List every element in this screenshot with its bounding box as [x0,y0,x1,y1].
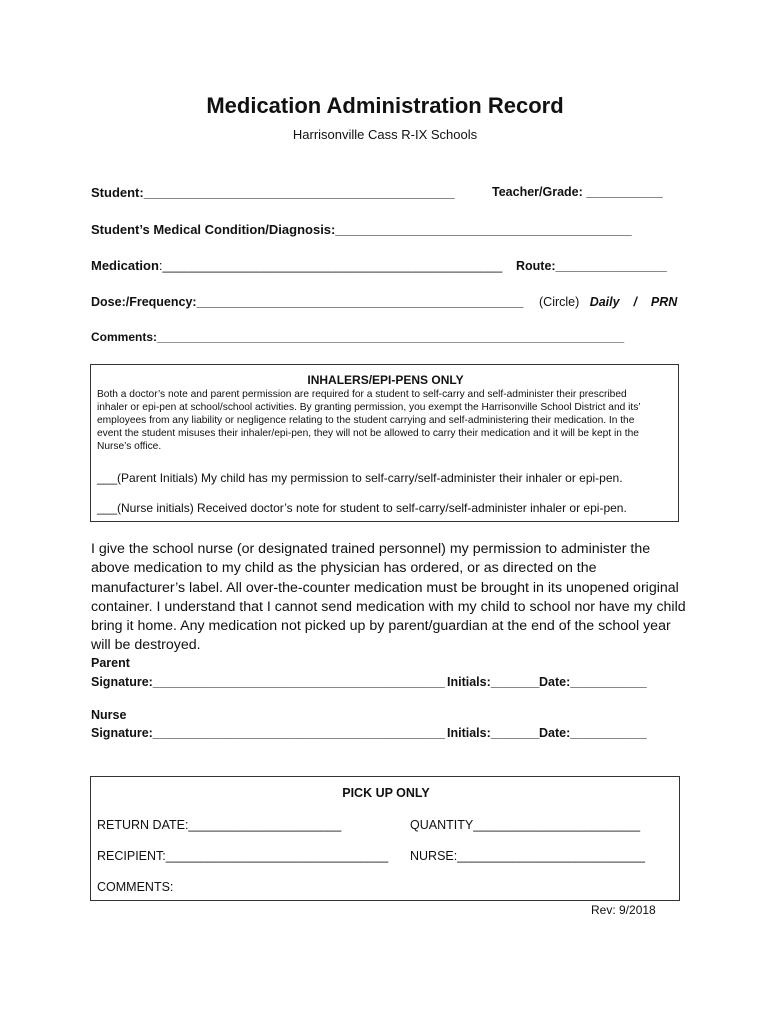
medical-condition-field[interactable]: Student’s Medical Condition/Diagnosis:_________________________________________ [91,222,632,237]
page-title: Medication Administration Record [206,93,564,118]
revision-label: Rev: 9/2018 [591,903,656,917]
nurse-initials-field[interactable]: Initials:_______ [447,726,540,740]
nurse-heading: Nurse [91,708,127,722]
student-field[interactable]: Student:___________________________________________ [91,185,455,200]
parent-heading: Parent [91,656,130,670]
parent-initials-line[interactable]: ___(Parent Initials) My child has my permission to self-carry/self-administer their inhaler or epi-pen. [97,471,623,485]
parent-initials-field[interactable]: Initials:_______ [447,675,540,689]
parent-date-field[interactable]: Date:___________ [539,675,647,689]
inhalers-title: INHALERS/EPI-PENS ONLY [307,373,464,387]
inhalers-section [90,364,679,522]
pickup-section [90,776,680,901]
permission-statement: I give the school nurse (or designated trained personnel) my permission to administer the above medication to my child as the physician has ordered, or as directed on the manufacturer’s label. All over-the-counter medication must be brought in its unopened original container. I understand that I cannot send medication with my child to school nor have my child bring it home. Any medication not picked up by parent/guardian at the end of the school year will be destroyed. [91,541,686,654]
frequency-options [539,295,677,309]
nurse-field[interactable]: NURSE:___________________________ [410,849,645,863]
circle-label: (Circle) [539,295,580,309]
dose-frequency-field[interactable]: Dose:/Frequency:_______________________________________________ [91,295,524,309]
inhalers-paragraph: Both a doctor’s note and parent permission are required for a student to self-carry and self-administer their prescribed inhaler or epi-pen at school/school activities. By granting permission, you exempt the Harrisonville School District and its’ employees from any liability or negligence relating to the student carrying and self-administering their medication. In the event the student misuses their inhaler/epi-pen, they will not be allowed to carry their medication and it will be kept in the Nurse’s office. [97,389,641,452]
route-field[interactable]: Route:________________ [516,259,667,273]
nurse-date-field[interactable]: Date:___________ [539,726,647,740]
option-separator: / [633,295,637,309]
nurse-initials-line[interactable]: ___(Nurse initials) Received doctor’s note for student to self-carry/self-administer inhaler or epi-pen. [97,501,627,515]
medication-line: :_______________________________________________ [158,258,503,273]
nurse-signature-field[interactable]: Signature:__________________________________________ [91,726,445,740]
pickup-comments-field[interactable]: COMMENTS: [97,880,174,894]
pickup-title: PICK UP ONLY [342,786,430,800]
return-date-field[interactable]: RETURN DATE:______________________ [97,818,342,832]
recipient-field[interactable]: RECIPIENT:________________________________ [97,849,389,863]
comments-field[interactable]: Comments:______________________________________________________________________ [91,330,625,344]
page-subtitle: Harrisonville Cass R-IX Schools [292,127,478,142]
medication-field[interactable] [91,258,502,273]
medication-label: Medication [91,258,159,273]
parent-signature-field[interactable]: Signature:__________________________________________ [91,675,445,689]
daily-option[interactable]: Daily [589,295,620,309]
teacher-grade-field[interactable]: Teacher/Grade: ___________ [492,185,663,199]
prn-option[interactable]: PRN [650,295,678,309]
quantity-field[interactable]: QUANTITY________________________ [410,818,641,832]
